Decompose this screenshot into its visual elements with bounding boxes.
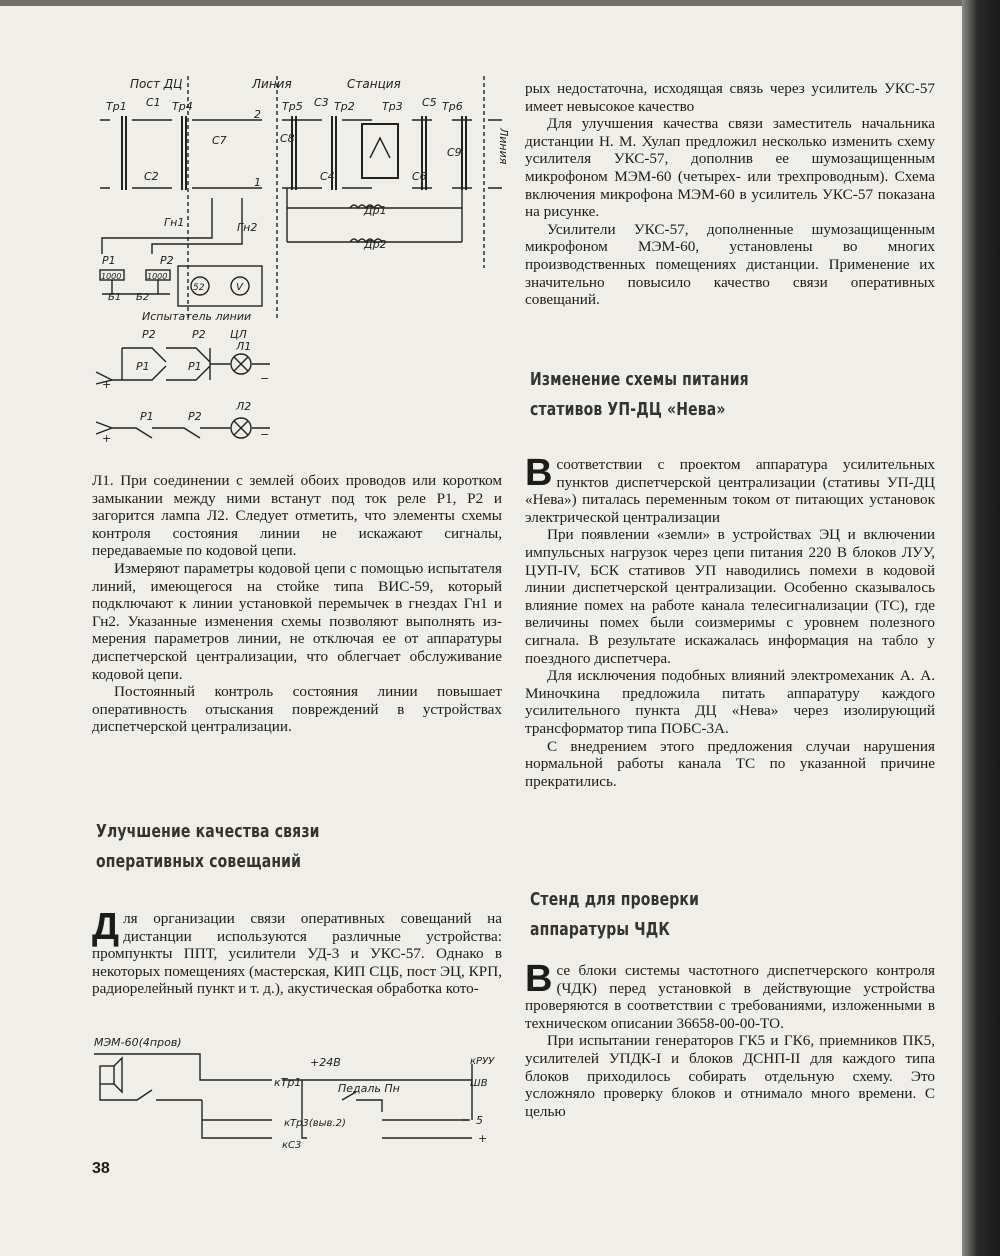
svg-text:Гн2: Гн2 [237, 221, 258, 234]
svg-text:Испытатель линии: Испытатель линии [142, 310, 252, 323]
svg-text:ЦЛ: ЦЛ [230, 328, 247, 341]
circuit-diagram-microphone [92, 1030, 512, 1160]
svg-text:−: − [260, 428, 270, 441]
paragraph: се блоки системы частотного диспетчерского контроля (ЧДК) перед установкой в действующие устройства проверяются в соответствии с требованиями, изложенными в техническом описании 36658-00-00-ТО. [525, 962, 935, 1032]
heading-line: Улучшение качества связи [96, 822, 320, 842]
paragraph: Л1. При соединении с землей обоих проводов или коротком замыкании между ними встанут под ток реле Р1, Р2 и загорится лампа Л2. Следует отметить, что элементы схемы контроля состояния линии не искажают сигналы, передаваемые по кодовой цепи. [92, 472, 502, 560]
heading-line: Стенд для проверки [530, 890, 700, 910]
svg-text:Р1: Р1 [102, 254, 116, 267]
label-station: Станция [347, 77, 401, 91]
circuit-diagram-line-control [92, 68, 512, 448]
svg-text:Тр1: Тр1 [106, 100, 127, 113]
svg-text:Л1: Л1 [236, 340, 252, 353]
left-column-communication-text [92, 906, 502, 998]
page-number: 38 [92, 1160, 110, 1177]
svg-text:Л2: Л2 [236, 400, 252, 413]
svg-text:кТр1: кТр1 [274, 1076, 302, 1089]
svg-text:Р2: Р2 [192, 328, 206, 341]
heading-line: оперативных совещаний [96, 852, 302, 872]
drop-cap: Д [92, 906, 120, 948]
drop-cap: В [525, 452, 553, 494]
svg-text:2: 2 [254, 108, 261, 121]
svg-text:Р1: Р1 [136, 360, 150, 373]
book-spine-edge [962, 0, 1000, 1256]
svg-text:Тр3: Тр3 [382, 100, 403, 113]
svg-text:С7: С7 [212, 134, 227, 147]
paragraph: Усилители УКС-57, дополненные шумозащищенным микрофоном МЭМ-60, установлены во многих производственных помещениях дистанции. Применение их значительно повысило качество связи оперативных совещаний. [525, 220, 935, 309]
svg-text:+: + [102, 432, 112, 445]
svg-text:С1: С1 [146, 96, 161, 109]
heading-line: аппаратуры ЧДК [530, 920, 670, 940]
svg-text:кС3: кС3 [282, 1140, 302, 1151]
svg-text:ШВ: ШВ [470, 1078, 488, 1089]
svg-text:Тр4: Тр4 [172, 100, 193, 113]
svg-text:Тр6: Тр6 [442, 100, 463, 113]
paragraph: Для улучшения качества связи заместитель начальника дистанции Н. М. Хулап предложил несколько изменить схему усилителя УКС-57, дополнив ее шумозащищенным микрофоном МЭМ-60 (четырех- или трехпроводным). Схема включения микрофона МЭМ-60 в усилитель УКС-57 показана на рисунке. [525, 115, 935, 221]
svg-text:Р1: Р1 [188, 360, 202, 373]
heading-line: Изменение схемы питания [530, 370, 749, 390]
svg-text:Педаль Пн: Педаль Пн [338, 1082, 400, 1095]
svg-text:кТр3(выв.2): кТр3(выв.2) [284, 1118, 346, 1129]
svg-text:МЭМ-60(4пров): МЭМ-60(4пров) [94, 1036, 182, 1049]
svg-text:С4: С4 [320, 170, 335, 183]
svg-text:1000: 1000 [147, 272, 168, 281]
svg-text:С2: С2 [144, 170, 159, 183]
svg-text:Др1: Др1 [364, 204, 387, 217]
svg-text:+24В: +24В [310, 1056, 341, 1069]
paragraph: С внедрением этого предложения случаи нарушения нормальной работы канала ТС по указанной причине прекратились. [525, 737, 935, 790]
svg-text:С3: С3 [314, 96, 329, 109]
section-heading-communication [96, 817, 320, 877]
label-line-right: Линия [497, 128, 510, 165]
svg-text:С5: С5 [422, 96, 437, 109]
label-post: Пост ДЦ [130, 77, 183, 91]
svg-text:С9: С9 [447, 146, 462, 159]
svg-text:Р1: Р1 [140, 410, 154, 423]
section-heading-chdk [530, 885, 699, 945]
svg-text:Тр5: Тр5 [282, 100, 303, 113]
svg-text:+: + [102, 378, 112, 391]
paragraph: рых недостаточна, исходящая связь через усилитель УКС-57 имеет невысокое качество [525, 80, 935, 115]
left-column-line-control-text [92, 472, 502, 736]
paragraph: При появлении «земли» в устройствах ЭЦ и включении импульсных нагрузок через цепи питания 220 В блоков ЛУУ, ЦУП-IV, БСК стативов УП наводились помехи в кодовой линии диспетчерской централизации. Особенно сказывалось влияние помех на работе канала телесигнализации (ТС), где величины помех были соизмеримы с уровнем полезного сигнала. В результате искажалась информация на табло у поездного диспетчера. [525, 526, 935, 667]
label-line: Линия [252, 77, 292, 91]
paragraph: Для исключения подобных влияний электромеханик А. А. Миночкина предложила питать аппаратуру каждого усилительного пункта ДЦ «Нева» через изолирующий трансформатор типа ПОБС-3А. [525, 667, 935, 737]
svg-text:Др2: Др2 [364, 238, 387, 251]
right-column-top [525, 80, 935, 309]
right-column-neva-text [525, 452, 935, 790]
svg-text:кРУУ: кРУУ [470, 1056, 495, 1067]
svg-text:5: 5 [476, 1114, 483, 1127]
svg-text:Р2: Р2 [142, 328, 156, 341]
paragraph: ля организации связи оперативных совещаний на дистанции используются различные устройства: промпункты ППТ, усилители УД-3 и УКС-57. Однако в некоторых помещениях (мастерская, КИП СЦБ, пост ЭЦ, КРП, радиорелейный пункт и т. д.), акустическая обработка кото- [92, 910, 502, 998]
paragraph: Постоянный контроль состояния линии повышает оперативность отыскания повреждений в устройствах диспетчерской централизации. [92, 683, 502, 736]
heading-line: стативов УП-ДЦ «Нева» [530, 400, 726, 420]
svg-text:−: − [260, 372, 270, 385]
svg-text:Гн1: Гн1 [164, 216, 185, 229]
svg-text:Р2: Р2 [160, 254, 174, 267]
section-heading-neva [530, 365, 749, 425]
paragraph: Измеряют параметры кодовой цепи с помощью испытателя линий, имеющегося на стойке типа ВИС-59, который подключают к линии установкой перемычек в гнездах Гн1 и Гн2. Указанные изменения схемы позволяют выполнять измерения параметров линии, не отключая ее от аппаратуры диспетчерской централизации, что облегчает обслуживание кодовой цепи. [92, 559, 502, 683]
svg-text:Б1: Б1 [108, 292, 122, 303]
svg-text:Б2: Б2 [136, 292, 150, 303]
svg-text:V: V [236, 282, 243, 293]
svg-text:Тр2: Тр2 [334, 100, 355, 113]
paragraph: соответствии с проектом аппаратура усилительных пунктов диспетчерской централизации (стативы УП-ДЦ «Нева») питалась переменным током от питающих установок электрической централизации [525, 456, 935, 526]
svg-text:1000: 1000 [101, 272, 122, 281]
svg-text:52: 52 [193, 283, 205, 293]
svg-text:Р2: Р2 [188, 410, 202, 423]
svg-text:С8: С8 [280, 132, 295, 145]
page-top-edge [0, 0, 1000, 6]
svg-text:+: + [478, 1132, 488, 1145]
paragraph: При испытании генераторов ГК5 и ГК6, приемников ПК5, усилителей УПДК-I и блоков ДСНП-II для каждого типа блоков приходилось собирать отдельную схему. Это усложняло проверку блоков и отнимало много времени. С целью [525, 1032, 935, 1120]
svg-text:1: 1 [254, 176, 261, 189]
svg-text:С6: С6 [412, 170, 427, 183]
right-column-chdk-text [525, 958, 935, 1120]
drop-cap: В [525, 958, 553, 1000]
